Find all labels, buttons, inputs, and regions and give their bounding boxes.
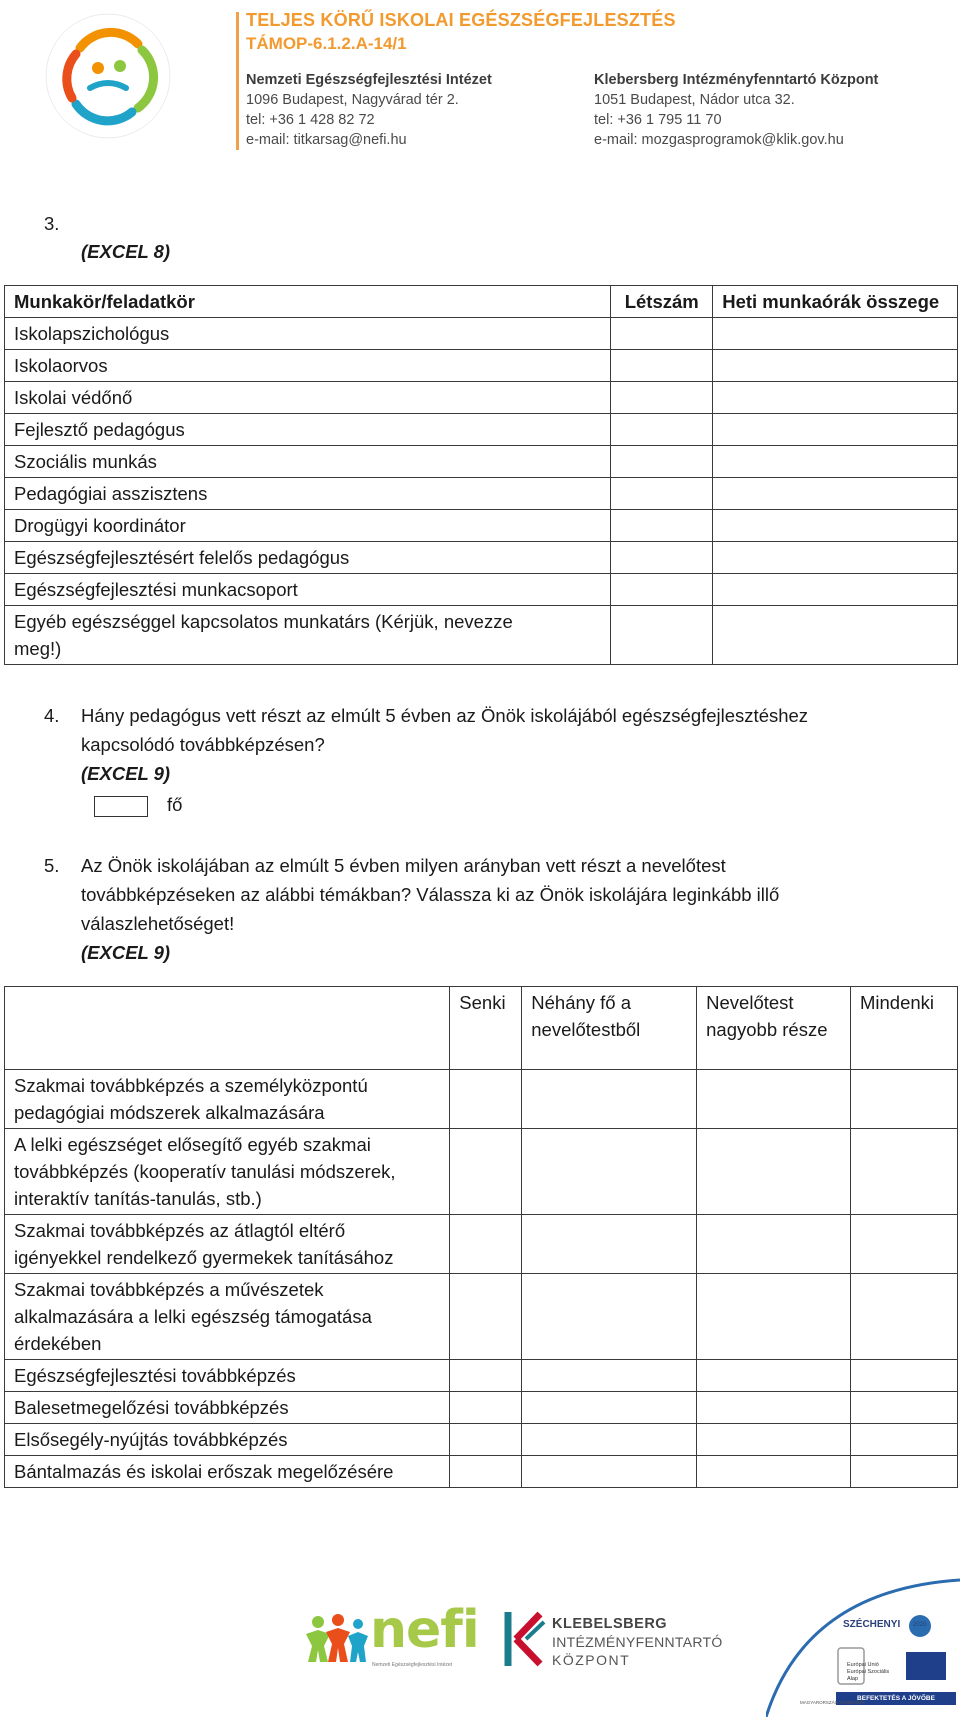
health-promotion-logo-icon	[40, 8, 176, 144]
szechenyi-logo-text: SZÉCHENYI	[843, 1619, 901, 1630]
table-row	[5, 1424, 958, 1456]
table-row	[5, 478, 958, 510]
nefi-org-name: Nemzeti Egészségfejlesztési Intézet	[246, 72, 492, 88]
topic-label: Szakmai továbbképzés a művészetek alkalmazására a lelki egészség támogatása érdekében	[5, 1274, 450, 1360]
klik-tel: tel: +36 1 795 11 70	[594, 112, 722, 128]
option-everyone-cell[interactable]	[851, 1129, 958, 1215]
table-row	[5, 1456, 958, 1488]
q5-text-line1: Az Önök iskolájában az elmúlt 5 évben milyen arányban vett részt a nevelőtest	[81, 855, 726, 876]
option-everyone-cell[interactable]	[851, 1215, 958, 1274]
table-row	[5, 1070, 958, 1129]
topic-label: Elsősegély-nyújtás továbbképzés	[5, 1424, 450, 1456]
weekly-hours-cell[interactable]	[713, 350, 958, 382]
weekly-hours-cell[interactable]	[713, 414, 958, 446]
klik-logo-name: KLEBELSBERG	[552, 1616, 668, 1632]
q4-excel-ref: (EXCEL 9)	[81, 763, 171, 784]
option-nobody-cell[interactable]	[450, 1392, 522, 1424]
option-a-few-cell[interactable]	[522, 1274, 697, 1360]
eu-banner-text: BEFEKTETÉS A JÖVŐBE	[857, 1695, 935, 1702]
table-row	[5, 510, 958, 542]
nefi-email: e-mail: titkarsag@nefi.hu	[246, 132, 407, 148]
table-row	[5, 542, 958, 574]
headcount-cell[interactable]	[611, 350, 713, 382]
eu-label-3: Alap	[847, 1676, 859, 1682]
klik-contact-block	[594, 70, 878, 150]
option-majority-cell[interactable]	[697, 1070, 851, 1129]
col-header-everyone: Mindenki	[851, 987, 958, 1070]
klik-logo-subtitle-1: INTÉZMÉNYFENNTARTÓ	[552, 1634, 723, 1650]
role-label: Drogügyi koordinátor	[5, 510, 611, 542]
option-nobody-cell[interactable]	[450, 1360, 522, 1392]
col-header-a-few: Néhány fő a nevelőtestből	[522, 987, 697, 1070]
klik-logo-subtitle-2: KÖZPONT	[552, 1652, 631, 1668]
headcount-cell[interactable]	[611, 574, 713, 606]
weekly-hours-cell[interactable]	[713, 446, 958, 478]
option-nobody-cell[interactable]	[450, 1456, 522, 1488]
klik-logo-icon	[504, 1608, 548, 1670]
q3-number: 3.	[44, 213, 60, 234]
role-label: Fejlesztő pedagógus	[5, 414, 611, 446]
option-majority-cell[interactable]	[697, 1360, 851, 1392]
table-row	[5, 1129, 958, 1215]
headcount-cell[interactable]	[611, 318, 713, 350]
table-row	[5, 414, 958, 446]
role-label: Szociális munkás	[5, 446, 611, 478]
topic-label: Egészségfejlesztési továbbképzés	[5, 1360, 450, 1392]
nefi-tel: tel: +36 1 428 82 72	[246, 112, 375, 128]
option-majority-cell[interactable]	[697, 1424, 851, 1456]
header-divider	[236, 12, 239, 150]
role-label: Egészségfejlesztésért felelős pedagógus	[5, 542, 611, 574]
topic-label: Szakmai továbbképzés az átlagtól eltérő igényekkel rendelkező gyermekek tanításához	[5, 1215, 450, 1274]
q4-unit-label: fő	[167, 794, 183, 815]
headcount-cell[interactable]	[611, 382, 713, 414]
option-nobody-cell[interactable]	[450, 1129, 522, 1215]
table-row	[5, 1392, 958, 1424]
weekly-hours-cell[interactable]	[713, 382, 958, 414]
teacher-count-input[interactable]	[94, 796, 148, 817]
nefi-contact-block	[246, 70, 492, 150]
topic-label: Balesetmegelőzési továbbképzés	[5, 1392, 450, 1424]
table-row	[5, 1274, 958, 1360]
headcount-cell[interactable]	[611, 478, 713, 510]
q5-text-line3: válaszlehetőséget!	[81, 913, 235, 934]
topic-label: Szakmai továbbképzés a személyközpontú pedagógiai módszerek alkalmazására	[5, 1070, 450, 1129]
weekly-hours-cell[interactable]	[713, 542, 958, 574]
headcount-cell[interactable]	[611, 606, 713, 665]
table-row	[5, 382, 958, 414]
topic-label: Bántalmazás és iskolai erőszak megelőzésére	[5, 1456, 450, 1488]
q4-text-line2: kapcsolódó továbbképzésen?	[81, 734, 325, 755]
eu-label-2: Európai Szociális	[847, 1669, 890, 1675]
table-row	[5, 1215, 958, 1274]
q4-text-line1: Hány pedagógus vett részt az elmúlt 5 évben az Önök iskolájából egészségfejlesztéshez	[81, 705, 809, 726]
col-header-role: Munkakör/feladatkör	[5, 286, 611, 318]
table-row	[5, 318, 958, 350]
option-majority-cell[interactable]	[697, 1129, 851, 1215]
option-everyone-cell[interactable]	[851, 1392, 958, 1424]
option-nobody-cell[interactable]	[450, 1215, 522, 1274]
option-a-few-cell[interactable]	[522, 1215, 697, 1274]
option-majority-cell[interactable]	[697, 1215, 851, 1274]
table-row	[5, 446, 958, 478]
role-label: Egészségfejlesztési munkacsoport	[5, 574, 611, 606]
klik-address: 1051 Budapest, Nádor utca 32.	[594, 92, 795, 108]
option-a-few-cell[interactable]	[522, 1424, 697, 1456]
table-row	[5, 606, 958, 665]
weekly-hours-cell[interactable]	[713, 478, 958, 510]
weekly-hours-cell[interactable]	[713, 510, 958, 542]
page-footer	[0, 1560, 960, 1717]
option-nobody-cell[interactable]	[450, 1274, 522, 1360]
training-table	[4, 986, 958, 1488]
q5-number: 5.	[44, 855, 60, 876]
weekly-hours-cell[interactable]	[713, 574, 958, 606]
page-header	[0, 0, 960, 160]
table-row	[5, 1360, 958, 1392]
headcount-cell[interactable]	[611, 446, 713, 478]
option-majority-cell[interactable]	[697, 1456, 851, 1488]
option-a-few-cell[interactable]	[522, 1129, 697, 1215]
q3-excel-ref: (EXCEL 8)	[81, 241, 171, 262]
option-nobody-cell[interactable]	[450, 1424, 522, 1456]
staff-table	[4, 285, 958, 665]
role-label: Iskolai védőnő	[5, 382, 611, 414]
nefi-logo-subtitle: Nemzeti Egészségfejlesztési Intézet	[372, 1662, 453, 1668]
weekly-hours-cell[interactable]	[713, 318, 958, 350]
project-code: TÁMOP-6.1.2.A-14/1	[246, 34, 407, 53]
government-label: MAGYARORSZÁG KORMÁNYA	[800, 1700, 865, 1705]
training-table-header	[5, 987, 958, 1070]
role-label: Iskolapszichológus	[5, 318, 611, 350]
option-nobody-cell[interactable]	[450, 1070, 522, 1129]
option-majority-cell[interactable]	[697, 1392, 851, 1424]
eu-label-1: Európai Unió	[847, 1662, 879, 1668]
table-row	[5, 574, 958, 606]
col-header-nobody: Senki	[450, 987, 522, 1070]
option-a-few-cell[interactable]	[522, 1392, 697, 1424]
role-label: Pedagógiai asszisztens	[5, 478, 611, 510]
headcount-cell[interactable]	[611, 414, 713, 446]
nefi-address: 1096 Budapest, Nagyvárad tér 2.	[246, 92, 459, 108]
option-majority-cell[interactable]	[697, 1274, 851, 1360]
headcount-cell[interactable]	[611, 542, 713, 574]
project-title: TELJES KÖRŰ ISKOLAI EGÉSZSÉGFEJLESZTÉS	[246, 10, 676, 30]
option-everyone-cell[interactable]	[851, 1424, 958, 1456]
option-everyone-cell[interactable]	[851, 1070, 958, 1129]
option-a-few-cell[interactable]	[522, 1070, 697, 1129]
topic-label: A lelki egészséget elősegítő egyéb szakmai továbbképzés (kooperatív tanulási módszerek, interaktív tanítás-tanulás, stb.)	[5, 1129, 450, 1215]
option-a-few-cell[interactable]	[522, 1456, 697, 1488]
headcount-cell[interactable]	[611, 510, 713, 542]
role-label: Egyéb egészséggel kapcsolatos munkatárs (Kérjük, nevezze meg!)	[5, 606, 611, 665]
klik-email: e-mail: mozgasprogramok@klik.gov.hu	[594, 132, 844, 148]
nefi-people-icon	[304, 1612, 370, 1664]
staff-table-header	[5, 286, 958, 318]
table-row	[5, 350, 958, 382]
klik-org-name: Klebersberg Intézményfenntartó Központ	[594, 72, 879, 88]
q5-text-line2: továbbképzéseken az alábbi témákban? Válassza ki az Önök iskolájára leginkább illő	[81, 884, 780, 905]
col-header-majority: Nevelőtest nagyobb része	[697, 987, 851, 1070]
option-everyone-cell[interactable]	[851, 1456, 958, 1488]
option-everyone-cell[interactable]	[851, 1360, 958, 1392]
col-header-topic	[5, 987, 450, 1070]
option-everyone-cell[interactable]	[851, 1274, 958, 1360]
nefi-logo-text: nefi	[370, 1600, 479, 1660]
q5-excel-ref: (EXCEL 9)	[81, 942, 171, 963]
role-label: Iskolaorvos	[5, 350, 611, 382]
option-a-few-cell[interactable]	[522, 1360, 697, 1392]
q4-number: 4.	[44, 705, 60, 726]
col-header-headcount: Létszám	[611, 286, 713, 318]
weekly-hours-cell[interactable]	[713, 606, 958, 665]
szechenyi-logo-year: 2020	[913, 1622, 927, 1628]
col-header-weekly-hours: Heti munkaórák összege	[713, 286, 958, 318]
